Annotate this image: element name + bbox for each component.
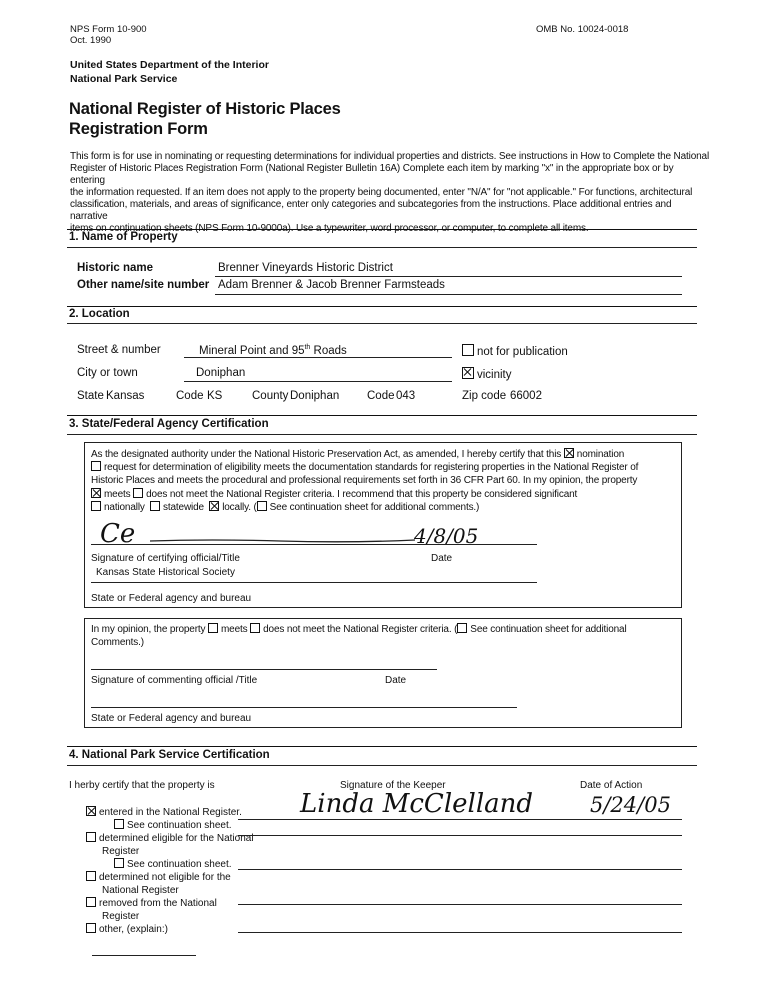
zip-value[interactable]: 66002 <box>510 390 542 402</box>
street-sup: th <box>304 344 311 351</box>
form-title: National Register of Historic Places <box>69 100 341 118</box>
status-removed <box>86 897 254 910</box>
signature-line <box>91 544 537 545</box>
field-underline <box>238 904 682 905</box>
keeper-label: Signature of the Keeper <box>340 780 446 791</box>
nomination-label: nomination <box>576 449 625 460</box>
street-suffix: Roads <box>310 344 347 357</box>
meets-label: meets <box>104 488 131 500</box>
field-underline <box>91 582 537 583</box>
status-continuation <box>86 858 254 871</box>
not-for-publication[interactable] <box>462 344 568 358</box>
intro-line: classification, materials, and areas of significance, enter only categories and subcategories from the instructions. Place additional entries and narrative <box>70 199 672 222</box>
checked-checkbox-icon[interactable] <box>86 806 96 816</box>
checkbox-icon[interactable] <box>250 623 260 633</box>
status-removed-cont: Register <box>102 911 140 922</box>
checked-checkbox-icon[interactable] <box>209 501 219 511</box>
certify-label: I herby certify that the property is <box>69 780 215 791</box>
bureau-label-2: State or Federal agency and bureau <box>91 713 252 724</box>
signature-label: Signature of certifying official/Title <box>91 553 240 564</box>
county-value[interactable]: Doniphan <box>290 390 340 402</box>
cert-line: Historic Places and meets the procedural and professional requirements set forth in 36 CFR Part 60. In my opinion, the property <box>91 475 638 487</box>
divider <box>67 434 697 435</box>
checkbox-icon[interactable] <box>462 344 474 356</box>
county-code[interactable]: 043 <box>396 390 416 402</box>
status-eligible <box>86 832 254 845</box>
checked-checkbox-icon[interactable] <box>91 488 101 498</box>
divider <box>67 765 697 766</box>
checked-checkbox-icon[interactable] <box>564 448 574 458</box>
historic-name-value[interactable]: Brenner Vineyards Historic District <box>218 262 393 274</box>
status-eligible-cont: Register <box>102 846 140 857</box>
divider <box>67 247 697 248</box>
status-continuation <box>86 819 254 832</box>
checkbox-icon[interactable] <box>114 819 124 829</box>
field-underline <box>92 955 196 956</box>
signature-line <box>238 819 682 820</box>
official-organization: Kansas State Historical Society <box>96 567 235 578</box>
checkbox-icon[interactable] <box>133 488 143 498</box>
certifying-signature: Ce <box>100 519 136 549</box>
opinion-line: Comments.) <box>91 637 144 648</box>
department: United States Department of the Interior <box>70 59 269 71</box>
continuation-label: See continuation sheet. <box>127 820 232 831</box>
omb-number: OMB No. 10024-0018 <box>536 24 629 35</box>
form-date: Oct. 1990 <box>70 35 112 46</box>
checkbox-icon[interactable] <box>208 623 218 633</box>
intro-paragraph <box>70 151 710 235</box>
action-date: 5/24/05 <box>590 793 671 817</box>
vicinity[interactable] <box>462 367 512 381</box>
section-2-heading: 2. Location <box>69 308 130 320</box>
city-label: City or town <box>77 367 138 379</box>
form-subtitle: Registration Form <box>69 120 208 138</box>
checkbox-icon[interactable] <box>86 832 96 842</box>
zip-label: Zip code <box>462 390 507 402</box>
date-label: Date <box>431 553 453 564</box>
other-name-value[interactable]: Adam Brenner & Jacob Brenner Farmsteads <box>218 279 445 291</box>
comment-date-label: Date <box>385 675 407 686</box>
divider <box>67 229 697 230</box>
cert-line <box>91 488 676 501</box>
checkbox-icon[interactable] <box>86 897 96 907</box>
field-underline <box>238 869 682 870</box>
status-other <box>86 923 254 936</box>
intro-line: Register of Historic Places Registration Form (National Register Bulletin 16A) Complete each item by marking "x" in the appropriate box or by entering <box>70 163 674 186</box>
field-underline <box>215 276 682 277</box>
comment-signature-label: Signature of commenting official /Title <box>91 675 258 686</box>
signature-line <box>91 669 437 670</box>
cert-line <box>91 448 676 461</box>
status-entered <box>86 806 254 819</box>
opinion-line <box>91 623 676 636</box>
field-underline <box>91 707 517 708</box>
entered-label: entered in the National Register. <box>99 807 242 818</box>
street-text: Mineral Point and 95 <box>199 344 305 357</box>
removed-label: removed from the National <box>99 898 217 909</box>
city-value[interactable]: Doniphan <box>196 367 246 379</box>
historic-name-label: Historic name <box>77 262 154 274</box>
checkbox-icon[interactable] <box>257 501 267 511</box>
code-label: Code <box>176 390 204 402</box>
not-meet-label: does not meet the National Register criteria. ( <box>263 624 458 635</box>
divider <box>67 306 697 307</box>
section-4-heading: 4. National Park Service Certification <box>69 749 270 761</box>
county-label: County <box>252 390 289 402</box>
street-label: Street & number <box>77 344 161 356</box>
intro-line: items on continuation sheets (NPS Form 10-9000a). Use a typewriter, word processor, or computer, to complete all items. <box>70 223 589 234</box>
nationally-label: nationally <box>104 501 145 513</box>
checkbox-icon[interactable] <box>150 501 160 511</box>
opinion-label: In my opinion, the property <box>91 624 206 635</box>
intro-line: This form is for use in nominating or requesting determinations for individual properties and districts. See instructions in How to Complete the National <box>70 151 710 162</box>
street-value[interactable] <box>199 344 347 357</box>
not-eligible-label: determined not eligible for the <box>99 872 231 883</box>
eligible-label: determined eligible for the National <box>99 833 254 844</box>
status-not-eligible-cont: National Register <box>102 885 179 896</box>
status-not-eligible <box>86 871 254 884</box>
continuation-label: See continuation sheet for additional <box>470 624 627 635</box>
section-3-heading: 3. State/Federal Agency Certification <box>69 418 269 430</box>
cert-text: As the designated authority under the National Historic Preservation Act, as amended, I hereby certify that this <box>91 449 562 460</box>
not-meet-label: does not meet the National Register criteria. I recommend that this property be considered significant <box>146 488 578 500</box>
state-label: State <box>77 390 104 402</box>
continuation-label: See continuation sheet. <box>127 859 232 870</box>
checkbox-icon[interactable] <box>91 501 101 511</box>
action-date-label: Date of Action <box>580 780 643 791</box>
keeper-signature: Linda McClelland <box>300 789 534 819</box>
checkbox-icon[interactable] <box>91 461 101 471</box>
meets-label: meets <box>221 624 248 635</box>
cert-line <box>91 461 676 474</box>
vicinity-label: vicinity <box>477 369 512 381</box>
other-label: other, (explain:) <box>99 924 168 935</box>
continuation-label: See continuation sheet for additional comments.) <box>269 501 480 513</box>
intro-line: the information requested. If an item does not apply to the property being documented, enter "N/A" for "not applicable." For functions, architectural <box>70 187 693 198</box>
divider <box>67 746 697 747</box>
checkbox-icon[interactable] <box>86 871 96 881</box>
state-value[interactable]: Kansas <box>106 390 145 402</box>
checkbox-icon[interactable] <box>86 923 96 933</box>
agency: National Park Service <box>70 73 178 85</box>
status-checklist <box>86 806 254 936</box>
state-code[interactable]: KS <box>207 390 223 402</box>
certifying-date: 4/8/05 <box>414 524 479 548</box>
locally-label: locally. ( <box>222 501 257 513</box>
other-name-label: Other name/site number <box>77 279 210 291</box>
section-1-heading: 1. Name of Property <box>69 231 178 243</box>
field-underline <box>215 294 682 295</box>
divider <box>67 323 697 324</box>
cert-text: request for determination of eligibility meets the documentation standards for registering properties in the National Register of <box>104 462 639 474</box>
statewide-label: statewide <box>163 501 204 513</box>
checkbox-icon[interactable] <box>457 623 467 633</box>
certification-text <box>91 448 676 514</box>
not-pub-label: not for publication <box>477 346 568 358</box>
bureau-label: State or Federal agency and bureau <box>91 593 252 604</box>
cert-line <box>91 501 676 514</box>
county-code-label: Code <box>367 390 395 402</box>
field-underline <box>184 357 452 358</box>
checkbox-icon[interactable] <box>114 858 124 868</box>
checked-checkbox-icon[interactable] <box>462 367 474 379</box>
divider <box>67 415 697 416</box>
field-underline <box>238 835 682 836</box>
field-underline <box>184 381 452 382</box>
form-number: NPS Form 10-900 <box>70 24 147 35</box>
field-underline <box>238 932 682 933</box>
opinion-text <box>91 623 676 649</box>
